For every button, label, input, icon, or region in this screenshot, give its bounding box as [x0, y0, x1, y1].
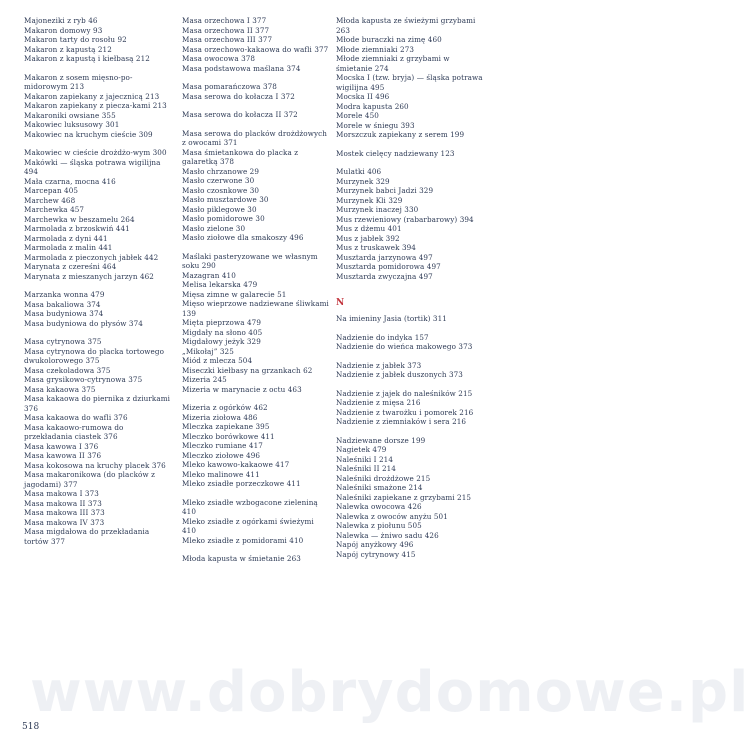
entry-gap — [182, 394, 330, 403]
index-entry: Masło zielone 30 — [182, 223, 246, 233]
index-entry: Masa orzechowa III 377 — [182, 35, 273, 44]
index-entry: Mleczka zapiekane 395 — [182, 422, 270, 431]
index-entry: Masa kawowa II 376 — [24, 451, 102, 460]
index-entry: Mus z truskawek 394 — [336, 243, 416, 252]
index-entry: Masa makowa III 373 — [24, 508, 105, 517]
index-entry: Młode ziemniaki 273 — [336, 44, 415, 54]
index-entry: Makowiec w cieście drożdżo-wym 300 — [24, 148, 167, 157]
index-entry: Nadziewane dorsze 199 — [336, 435, 426, 445]
index-entry: Mleczko ziołowe 496 — [182, 450, 261, 460]
index-entry: Mizeria w marynacie z octu 463 — [182, 384, 302, 394]
index-entry: Nagietek 479 — [336, 445, 387, 454]
index-entry: Murzynek Kli 329 — [336, 195, 403, 205]
index-entry: Masa kawowa I 376 — [24, 441, 99, 451]
index-entry: Masło pomidorowe 30 — [182, 214, 265, 223]
index-column-2 — [182, 16, 330, 564]
index-entry: Mleczko rumiane 417 — [182, 441, 263, 450]
index-entry: Nadzienie z mięsa 216 — [336, 398, 421, 407]
index-entry: Makaron tarty do rosołu 92 — [24, 35, 127, 44]
index-entry: Marmolada z brzoskwiń 441 — [24, 224, 130, 233]
index-entry: Młoda kapusta w śmietanie 263 — [182, 554, 301, 563]
index-entry: Mizeria ziołowa 486 — [182, 412, 258, 422]
index-entry: Masa kakaowa 375 — [24, 384, 96, 394]
index-entry: Mus z dżemu 401 — [336, 224, 402, 233]
index-entry: Musztarda jarzynowa 497 — [336, 252, 433, 262]
index-entry: Murzynek inaczej 330 — [336, 205, 419, 214]
index-entry: Masa orzechowo-kakaowa do wafli 377 — [182, 44, 329, 54]
entry-gap — [182, 489, 330, 498]
index-entry: Masło piklegowe 30 — [182, 204, 257, 214]
index-entry: Masa makowa IV 373 — [24, 517, 105, 527]
index-entry: Młoda kapusta ze świeżymi grzybami 263 — [336, 16, 476, 35]
index-column-1 — [24, 16, 174, 546]
index-entry: Masa śmietankowa do placka z galaretką 378 — [182, 147, 299, 166]
index-entry: Naleśniki I 214 — [336, 454, 394, 464]
index-entry: Masa serowa do placków drożdżowych z owocami 371 — [182, 128, 328, 147]
index-entry: Marynata z mieszanych jarzyn 462 — [24, 271, 154, 281]
index-entry: Mizeria z ogórków 462 — [182, 403, 268, 412]
index-entry: Masa migdałowa do przekładania tortów 377 — [24, 527, 150, 546]
index-entry: Masa makowa I 373 — [24, 489, 99, 498]
index-entry: Mleko zsiadłe z ogórkami świeżymi 410 — [182, 516, 314, 535]
index-entry: Naleśniki drożdżowe 215 — [336, 473, 431, 483]
index-entry: Masa budyniowa 374 — [24, 309, 104, 318]
index-entry: Masa orzechowa I 377 — [182, 16, 267, 25]
index-entry: Nadzienie z ziemniaków i sera 216 — [336, 417, 467, 426]
index-entry: Masło chrzanowe 29 — [182, 166, 260, 176]
index-entry: Mleko zsiadłe z pomidorami 410 — [182, 535, 304, 545]
index-entry: Masa bakaliowa 374 — [24, 299, 101, 309]
index-entry: Mała czarna, mocna 416 — [24, 176, 116, 186]
index-entry: Masa kakaowo-rumowa do przekładania ciastek 376 — [24, 422, 124, 441]
index-entry: Nadzienie z jabłek 373 — [336, 360, 422, 370]
index-entry: Napój cytrynowy 415 — [336, 549, 416, 559]
index-entry: Marynata z czereśni 464 — [24, 262, 117, 271]
index-entry: Mleko zsiadłe wzbogacone zieleniną 410 — [182, 497, 318, 516]
index-entry: Masa kakaowa do piernika z dziurkami 376 — [24, 394, 171, 413]
index-entry: Napój anyżkowy 496 — [336, 540, 414, 549]
index-entry: Mocska I (tzw. bryja) — śląska potrawa wigilijna 495 — [336, 73, 483, 92]
index-entry: Mostek cielęcy nadziewany 123 — [336, 148, 455, 158]
entry-gap — [336, 352, 484, 361]
index-entry: Makaron zapiekany z piecza-kami 213 — [24, 101, 167, 110]
index-entry: Mleko zsiadłe porzeczkowe 411 — [182, 479, 301, 488]
index-entry: Naleśniki zapiekane z grzybami 215 — [336, 492, 472, 502]
entry-gap — [336, 380, 484, 389]
index-entry: Masa serowa do kołacza I 372 — [182, 91, 295, 101]
index-entry: Masa makaronikowa (do placków z jagodami) 377 — [24, 470, 155, 489]
index-entry: Naleśniki smażone 214 — [336, 483, 423, 492]
entry-gap — [336, 324, 484, 333]
index-entry: Makaron domowy 93 — [24, 25, 103, 35]
index-entry: Młode ziemniaki z grzybami w śmietanie 274 — [336, 54, 450, 73]
index-column-3 — [336, 16, 484, 559]
watermark-text: www.dobrydomowe.pl — [30, 660, 749, 725]
index-entry: Nalewka z owoców anyżu 501 — [336, 511, 448, 521]
index-entry: Mięta pieprzowa 479 — [182, 318, 262, 327]
entry-gap — [182, 73, 330, 82]
index-entry: Makaron z kapustą i kiełbasą 212 — [24, 54, 150, 63]
index-entry: Marmolada z malin 441 — [24, 243, 113, 252]
index-entry: Nadzienie do indyka 157 — [336, 332, 429, 342]
index-entry: Nalewka z piołunu 505 — [336, 521, 422, 530]
index-entry: Mus rzewieniowy (rabarbarowy) 394 — [336, 214, 474, 224]
index-entry: Mleko kawowo-kakaowe 417 — [182, 460, 290, 469]
index-entry: Murzynek 329 — [336, 176, 390, 186]
index-entry: Mięso wieprzowe nadziewane śliwkami 139 — [182, 299, 329, 318]
section-letter: N — [336, 298, 345, 308]
index-entry: Masa owocowa 378 — [182, 54, 256, 63]
index-entry: Makaron z kapustą 212 — [24, 44, 112, 54]
index-entry: Migdały na słono 405 — [182, 327, 263, 337]
index-entry: Modra kapusta 260 — [336, 101, 409, 111]
entry-gap — [336, 158, 484, 167]
index-entry: Makaron z sosem mięsno-po-midorowym 213 — [24, 72, 133, 91]
index-entry: Marchew 468 — [24, 195, 76, 205]
index-entry: Marmolada z pieczonych jabłek 442 — [24, 252, 159, 262]
index-entry: Makaroniki owsiane 355 — [24, 110, 116, 120]
index-entry: Makowiec na kruchym cieście 309 — [24, 129, 153, 139]
index-entry: Nalewka — żniwo sadu 426 — [336, 530, 439, 540]
index-entry: „Mikołaj” 325 — [182, 346, 234, 356]
index-entry: Mocska II 496 — [336, 92, 390, 101]
index-entry: Masa podstawowa maślana 374 — [182, 63, 301, 73]
index-entry: Masa czekoladowa 375 — [24, 365, 111, 375]
index-entry: Nadzienie z jajek do naleśników 215 — [336, 388, 473, 398]
index-entry: Masa kakaowa do wafli 376 — [24, 413, 128, 422]
index-entry: Marmolada z dyni 441 — [24, 233, 108, 243]
entry-gap — [182, 243, 330, 252]
entry-gap — [336, 427, 484, 436]
index-entry: Musztarda pomidorowa 497 — [336, 262, 441, 271]
entry-gap — [24, 328, 174, 337]
entry-gap — [24, 64, 174, 73]
index-entry: Masło czosnkowe 30 — [182, 185, 260, 195]
index-entry: Makaron zapiekany z jajecznicą 213 — [24, 91, 160, 101]
index-entry: Makowiec luksusowy 301 — [24, 120, 120, 129]
index-entry: Morele 450 — [336, 111, 379, 120]
entry-gap — [24, 139, 174, 148]
index-entry: Marzanka wonna 479 — [24, 290, 105, 299]
index-entry: Masa cytrynowa 375 — [24, 337, 102, 346]
index-entry: Masa pomarańczowa 378 — [182, 82, 277, 91]
index-entry: Maślaki pasteryzowane we własnym soku 290 — [182, 251, 318, 270]
index-entry: Masa grysikowo-cytrynowa 375 — [24, 375, 143, 384]
index-entry: Masa kokosowa na kruchy placek 376 — [24, 460, 166, 470]
index-entry: Mizeria 245 — [182, 375, 227, 384]
entry-gap — [182, 545, 330, 554]
index-entry: Młode buraczki na zimę 460 — [336, 35, 442, 44]
index-entry: Mus z jabłek 392 — [336, 233, 400, 243]
entry-gap — [182, 101, 330, 110]
index-entry: Majoneziki z ryb 46 — [24, 16, 98, 25]
index-entry: Mulatki 406 — [336, 167, 382, 176]
index-entry: Mleko malinowe 411 — [182, 469, 260, 479]
index-entry: Miseczki kiełbasy na grzankach 62 — [182, 365, 313, 375]
index-entry: Melisa lekarska 479 — [182, 280, 258, 289]
page-number: 518 — [22, 722, 40, 732]
index-entry: Masa makowa II 373 — [24, 498, 102, 508]
index-entry: Nalewka owocowa 426 — [336, 502, 422, 511]
index-entry: Makówki — śląska potrawa wigilijna 494 — [24, 157, 161, 176]
index-entry: Musztarda zwyczajna 497 — [336, 271, 433, 281]
index-entry: Masa serowa do kołacza II 372 — [182, 110, 298, 119]
index-entry: Mięsa zimne w galarecie 51 — [182, 289, 287, 299]
index-entry: Na imieniny Jasia (tortik) 311 — [336, 314, 447, 323]
index-entry: Murzynek babci Jadzi 329 — [336, 186, 434, 195]
index-entry: Marchewka 457 — [24, 205, 85, 214]
index-entry: Masło ziołowe dla smakoszy 496 — [182, 233, 304, 242]
index-entry: Masa cytrynowa do placka tortowego dwukolorowego 375 — [24, 346, 165, 365]
index-entry: Masa orzechowa II 377 — [182, 25, 270, 35]
index-entry: Masło czerwone 30 — [182, 176, 255, 185]
index-entry: Marcepan 405 — [24, 186, 79, 195]
entry-gap — [24, 281, 174, 290]
index-entry: Migdałowy jeżyk 329 — [182, 337, 261, 346]
index-entry: Morszczuk zapiekany z serem 199 — [336, 130, 465, 139]
entry-gap — [336, 140, 484, 149]
entry-gap — [182, 120, 330, 129]
index-entry: Nadzienie z jabłek duszonych 373 — [336, 370, 463, 379]
index-entry: Masło musztardowe 30 — [182, 195, 269, 204]
index-entry: Naleśniki II 214 — [336, 464, 396, 473]
index-entry: Nadzienie z twarożku i pomorek 216 — [336, 407, 474, 417]
index-entry: Morele w śniegu 393 — [336, 120, 415, 130]
index-entry: Nadzienie do wieńca makowego 373 — [336, 342, 473, 351]
entry-gap — [336, 281, 484, 290]
index-entry: Mazagran 410 — [182, 270, 236, 280]
index-entry: Mleczko borówkowe 411 — [182, 431, 275, 441]
index-entry: Miód z mlecza 504 — [182, 356, 253, 365]
index-entry: Marchewka w beszamelu 264 — [24, 214, 135, 224]
index-entry: Masa budyniowa do płysów 374 — [24, 318, 143, 328]
